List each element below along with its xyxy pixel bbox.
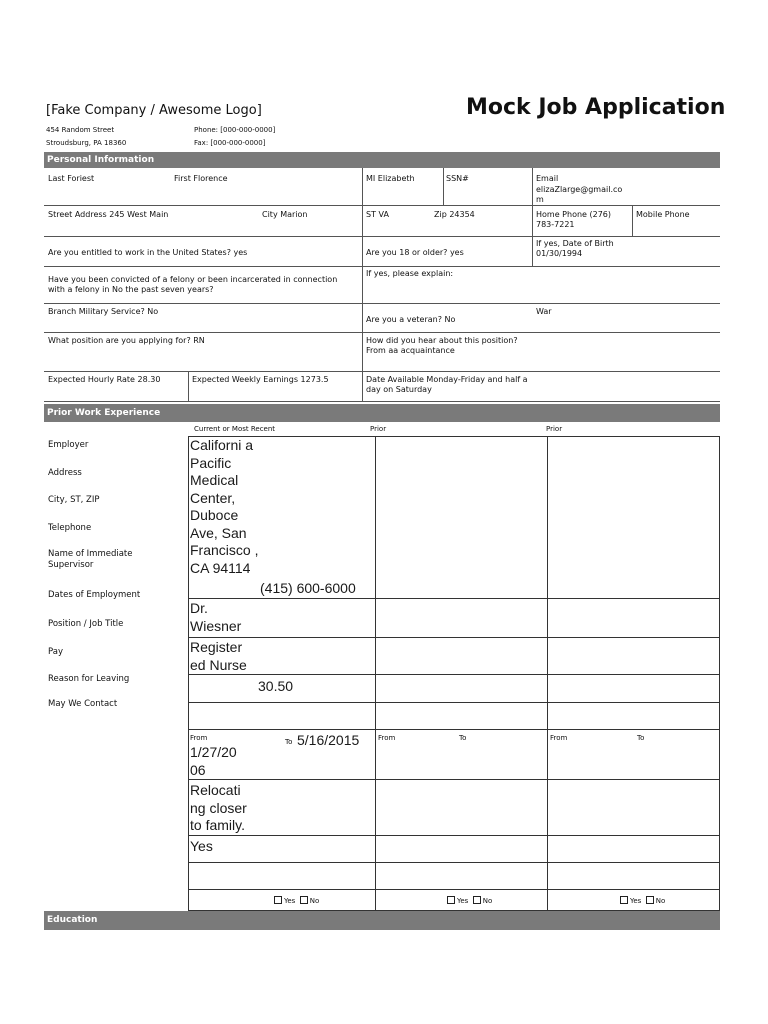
company-logo-placeholder: [Fake Company / Awesome Logo] <box>46 103 262 118</box>
email-field[interactable]: elizaZlarge@gmail.co m <box>536 185 623 204</box>
divider <box>362 168 363 401</box>
divider <box>188 371 189 401</box>
divider <box>443 168 444 205</box>
yes-label: Yes <box>630 897 642 905</box>
state-field[interactable]: ST VA <box>366 210 389 219</box>
divider <box>44 332 720 333</box>
yes-checkbox[interactable] <box>274 896 282 904</box>
divider <box>632 205 633 236</box>
no-checkbox[interactable] <box>473 896 481 904</box>
no-label: No <box>482 897 493 905</box>
no-label: No <box>309 897 320 905</box>
current-to-label: To <box>285 738 293 746</box>
section-personal-information: Personal Information <box>44 152 720 168</box>
yes-checkbox[interactable] <box>620 896 628 904</box>
current-to-date[interactable]: 5/16/2015 <box>297 732 360 748</box>
label-city-st-zip: City, ST, ZIP <box>48 495 100 505</box>
divider <box>362 303 720 304</box>
home-phone-field[interactable]: Home Phone (276) 783-7221 <box>536 210 612 229</box>
date-available-field[interactable]: Date Available Monday-Friday and half a day on Saturday <box>366 375 528 394</box>
middle-initial-field[interactable]: MI Elizabeth <box>366 174 415 183</box>
divider <box>188 702 720 703</box>
prior2-from-label: From <box>550 734 568 742</box>
page-title: Mock Job Application <box>466 95 726 120</box>
expected-weekly-earnings-field[interactable]: Expected Weekly Earnings 1273.5 <box>192 375 329 384</box>
current-employer-address[interactable]: Californi a Pacific Medical Center, Duboce Ave, San Francisco , CA 94114 <box>190 437 259 576</box>
label-telephone: Telephone <box>48 523 92 533</box>
column-header-prior-2: Prior <box>546 425 563 433</box>
email-label: Email <box>536 174 559 183</box>
yes-label: Yes <box>457 897 469 905</box>
age-18-field[interactable]: Are you 18 or older? yes <box>366 248 464 257</box>
label-reason-for-leaving: Reason for Leaving <box>48 674 130 684</box>
divider <box>188 779 720 780</box>
company-address-line2: Stroudsburg, PA 18360 <box>46 139 127 147</box>
prior1-from-label: From <box>378 734 396 742</box>
street-address-field[interactable]: Street Address 245 West Main <box>48 210 169 219</box>
veteran-field[interactable]: Are you a veteran? No <box>366 315 456 324</box>
column-header-prior-1: Prior <box>370 425 387 433</box>
column-header-current: Current or Most Recent <box>194 425 276 433</box>
divider <box>44 236 720 237</box>
label-may-we-contact: May We Contact <box>48 699 118 709</box>
no-checkbox[interactable] <box>300 896 308 904</box>
last-name-field[interactable]: Last Foriest <box>48 174 95 183</box>
label-address: Address <box>48 468 82 478</box>
divider <box>188 889 720 890</box>
ssn-field[interactable]: SSN# <box>446 174 469 183</box>
label-dates-of-employment: Dates of Employment <box>48 590 141 600</box>
military-service-field[interactable]: Branch Military Service? No <box>48 307 159 316</box>
divider <box>188 835 720 836</box>
label-employer: Employer <box>48 440 89 450</box>
date-of-birth-field[interactable]: If yes, Date of Birth 01/30/1994 <box>536 239 614 258</box>
work-authorization-field[interactable]: Are you entitled to work in the United States? yes <box>48 248 248 257</box>
referral-source-field[interactable]: How did you hear about this position? From aa acquaintance <box>366 336 518 355</box>
war-field[interactable]: War <box>536 307 552 316</box>
label-supervisor: Name of Immediate Supervisor <box>48 549 133 570</box>
expected-hourly-rate-field[interactable]: Expected Hourly Rate 28.30 <box>48 375 161 384</box>
no-label: No <box>655 897 666 905</box>
prior1-to-label: To <box>459 734 467 742</box>
mobile-phone-field[interactable]: Mobile Phone <box>636 210 690 219</box>
divider <box>188 729 720 730</box>
current-position-title[interactable]: Register ed Nurse <box>190 639 247 673</box>
divider <box>44 371 720 372</box>
felony-question[interactable]: Have you been convicted of a felony or been incarcerated in connection with a felony in No the past seven years? <box>48 275 338 294</box>
divider <box>44 266 720 267</box>
divider <box>44 401 720 402</box>
current-supervisor[interactable]: Dr. Wiesner <box>190 600 242 634</box>
divider <box>188 674 720 675</box>
section-prior-work-experience: Prior Work Experience <box>44 404 720 422</box>
label-position-title: Position / Job Title <box>48 619 124 629</box>
section-education: Education <box>44 911 720 930</box>
prior2-contact-checkboxes <box>620 896 665 906</box>
prior1-contact-checkboxes <box>447 896 492 906</box>
prior2-to-label: To <box>637 734 645 742</box>
first-name-field[interactable]: First Florence <box>174 174 228 183</box>
current-pay[interactable]: 30.50 <box>258 678 294 694</box>
divider <box>188 862 720 863</box>
position-applying-field[interactable]: What position are you applying for? RN <box>48 336 205 345</box>
divider <box>532 168 533 266</box>
no-checkbox[interactable] <box>646 896 654 904</box>
current-employer-telephone[interactable]: (415) 600-6000 <box>260 580 356 596</box>
current-from-label: From <box>190 734 208 742</box>
current-may-we-contact[interactable]: Yes <box>190 838 213 854</box>
company-fax: Fax: [000-000-0000] <box>194 139 266 147</box>
divider <box>188 598 720 599</box>
company-phone: Phone: [000-000-0000] <box>194 126 276 134</box>
label-pay: Pay <box>48 647 63 657</box>
divider <box>188 637 720 638</box>
current-from-date[interactable]: 1/27/20 06 <box>190 744 237 778</box>
zip-field[interactable]: Zip 24354 <box>434 210 475 219</box>
divider <box>44 205 720 206</box>
city-field[interactable]: City Marion <box>262 210 308 219</box>
felony-explain-field[interactable]: If yes, please explain: <box>366 269 454 278</box>
divider <box>44 303 362 304</box>
current-reason-for-leaving[interactable]: Relocati ng closer to family. <box>190 782 247 833</box>
company-address-line1: 454 Random Street <box>46 126 115 134</box>
current-contact-checkboxes <box>274 896 319 906</box>
yes-label: Yes <box>284 897 296 905</box>
yes-checkbox[interactable] <box>447 896 455 904</box>
